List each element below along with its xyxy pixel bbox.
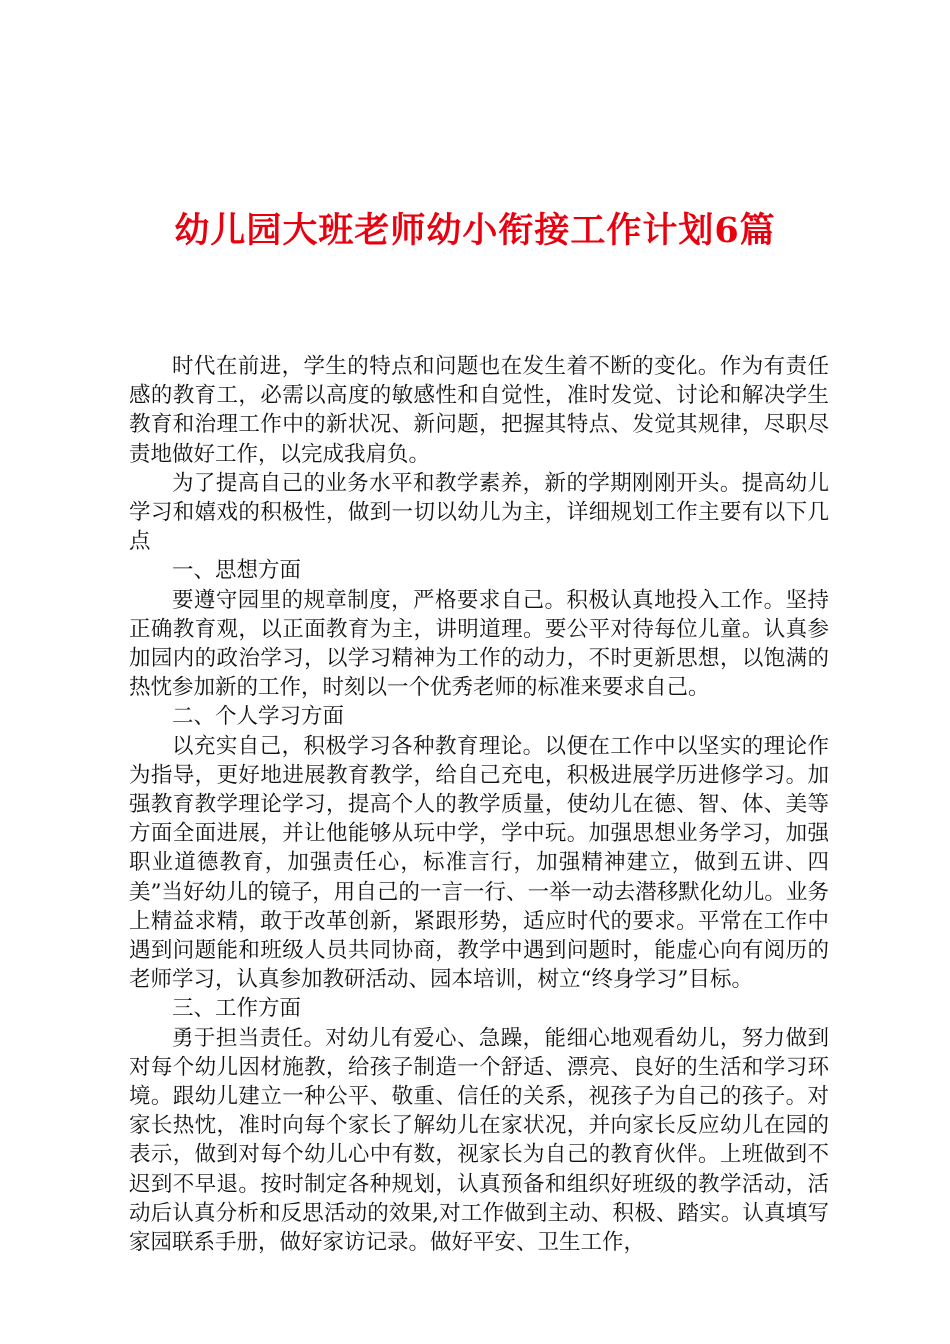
paragraph-purpose: 为了提高自己的业务水平和教学素养，新的学期刚刚开头。提高幼儿学习和嬉戏的积极性，做到一切以幼儿为主，详细规划工作主要有以下几点 — [129, 470, 829, 555]
document-body — [129, 352, 829, 1257]
paragraph-intro: 时代在前进，学生的特点和问题也在发生着不断的变化。作为有责任感的教育工，必需以高度的敏感性和自觉性，准时发觉、讨论和解决学生教育和治理工作中的新状况、新问题，把握其特点、发觉其规律，尽职尽责地做好工作，以完成我肩负。 — [129, 354, 829, 467]
section-heading-work: 三、工作方面 — [172, 996, 302, 1022]
section-heading-thought: 一、思想方面 — [172, 558, 302, 584]
paragraph-work: 勇于担当责任。对幼儿有爱心、急躁，能细心地观看幼儿，努力做到对每个幼儿因材施教，给孩子制造一个舒适、漂亮、良好的生活和学习环境。跟幼儿建立一种公平、敬重、信任的关系，视孩子为自己的孩子。对家长热忱，准时向每个家长了解幼儿在家状况，并向家长反应幼儿在园的表示，做到对每个幼儿心中有数，视家长为自己的教育伙伴。上班做到不迟到不早退。按时制定各种规划，认真预备和组织好班级的教学活动，活动后认真分析和反思活动的效果,对工作做到主动、积极、踏实。认真填写家园联系手册，做好家访记录。做好平安、卫生工作， — [129, 1025, 829, 1256]
document-title: 幼儿园大班老师幼小衔接工作计划6篇 — [174, 210, 776, 251]
paragraph-personal-study: 以充实自己，积极学习各种教育理论。以便在工作中以坚实的理论作为指导，更好地进展教育教学，给自己充电，积极进展学历进修学习。加强教育教学理论学习，提高个人的教学质量，使幼儿在德、智、体、美等方面全面进展，并让他能够从玩中学，学中玩。加强思想业务学习，加强职业道德教育，加强责任心，标准言行，加强精神建立，做到五讲、四美”当好幼儿的镜子，用自己的一言一行、一举一动去潜移默化幼儿。业务上精益求精，敢于改革创新，紧跟形势，适应时代的要求。平常在工作中遇到问题能和班级人员共同协商，教学中遇到问题时，能虚心向有阅历的老师学习，认真参加教研活动、园本培训，树立“终身学习”目标。 — [129, 733, 829, 993]
section-heading-personal-study: 二、个人学习方面 — [172, 704, 345, 730]
paragraph-thought: 要遵守园里的规章制度，严格要求自己。积极认真地投入工作。坚持正确教育观，以正面教育为主，讲明道理。要公平对待每位儿童。认真参加园内的政治学习，以学习精神为工作的动力，不时更新思想，以饱满的热忱参加新的工作，时刻以一个优秀老师的标准来要求自己。 — [129, 587, 829, 701]
